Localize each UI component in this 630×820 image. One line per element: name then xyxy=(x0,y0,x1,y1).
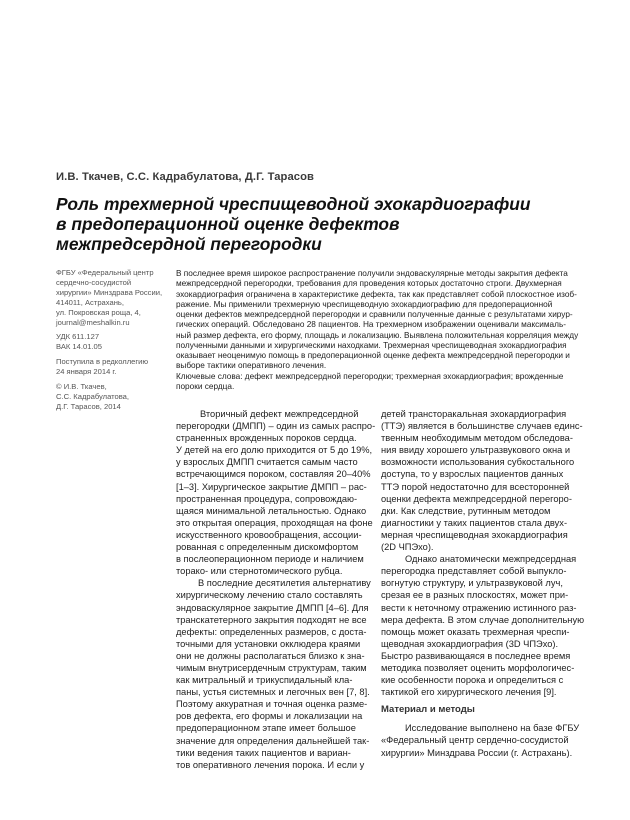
section-heading: Материал и методы xyxy=(381,704,475,716)
abstract-line: гических операций. Обследовано 28 пациентов. На трехмерном изображении оценивали максималь- xyxy=(176,320,567,330)
body-line: Поэтому аккуратная и точная оценка разме- xyxy=(176,699,368,710)
body-line: страненных врожденных пороков сердца. xyxy=(176,433,357,444)
classification-codes xyxy=(56,332,164,352)
abstract xyxy=(176,269,586,392)
received-line: Поступила в редколлегию xyxy=(56,357,149,367)
body-line: доступа, то у взрослых пациентов данных xyxy=(381,469,564,480)
body-line: перегородки (ДМПП) – один из самых распро- xyxy=(176,421,376,432)
body-line: это открытая операция, проходящая на фоне xyxy=(176,517,373,528)
abstract-line: ражение. Мы применили трехмерную чреспищеводную эхокардиографию для предоперационной xyxy=(176,299,553,309)
body-line: тактикой его хирургического лечения [9]. xyxy=(381,687,557,698)
keywords-line: Ключевые слова: дефект межпредсердной перегородки; трехмерная эхокардиография; врожденные xyxy=(176,371,564,381)
affiliation-line: сердечно-сосудистой xyxy=(56,277,132,287)
title-line: межпредсердной перегородки xyxy=(56,234,322,254)
body-line: эндоваскулярное закрытие ДМПП [4–6]. Для xyxy=(176,602,369,613)
body-line: как митральный и трикуспидальный кла- xyxy=(176,675,353,686)
body-line: детей трансторакальная эхокардиография xyxy=(381,409,567,419)
body-line: кие особенности порока и определиться с xyxy=(381,675,564,686)
received-date xyxy=(56,357,164,377)
title-line: в предоперационной оценке дефектов xyxy=(56,214,400,234)
body-line: значение для определения дальнейшей так- xyxy=(176,735,370,746)
abstract-line: ный размер дефекта, его форму, площадь и локализацию. Выявлена положительная корреляция между xyxy=(176,330,579,340)
abstract-line: межпредсердной перегородки, требования для проведения которых достаточно строги. Двухмерная xyxy=(176,279,562,289)
body-line: точными для установки окклюдера краями xyxy=(176,638,361,649)
article-sidebar xyxy=(56,268,164,412)
body-line: тики ведения таких пациентов и вариан- xyxy=(176,747,351,758)
affiliation xyxy=(56,268,164,327)
affiliation-line: хирургии» Минздрава России, xyxy=(56,287,163,297)
vak-code: ВАК 14.01.05 xyxy=(56,342,102,352)
abstract-line: выборе тактики оперативного лечения. xyxy=(176,361,327,371)
body-line: встречающимся пороком, составляя 20–40% xyxy=(176,469,371,480)
copyright-line: С.С. Кадрабулатова, xyxy=(56,391,130,401)
body-line: оценки дефекта межпредсердной перегоро- xyxy=(381,493,572,504)
abstract-line: оценки дефектов межпредсердной перегородки и сравнили полученные данные с результатами хирур- xyxy=(176,310,573,319)
body-line: искусственного кровообращения, ассоции- xyxy=(176,529,362,540)
title-line: Роль трехмерной чреспищеводной эхокардиографии xyxy=(56,194,531,214)
abstract-line: полученными данными и хирургическими находками. Трехмерная чреспищеводная эхокардиография xyxy=(176,340,567,350)
body-line: срезая ее в разных плоскостях, может при- xyxy=(381,590,569,601)
body-line: паны, устья системных и легочных вен [7, 8]. xyxy=(176,687,370,698)
body-line: вести к неточному отражению истинного раз- xyxy=(381,602,577,613)
received-line: 24 января 2014 г. xyxy=(56,367,117,377)
body-line: торако- или стернотомического рубца. xyxy=(176,566,343,577)
body-line: хирургии» Минздрава России (г. Астрахань). xyxy=(381,747,573,758)
body-line: чимым внутрисердечным структурам, таким xyxy=(176,662,367,673)
body-line: [1–3]. Хирургическое закрытие ДМПП – рас- xyxy=(176,481,367,492)
affiliation-line: 414011, Астрахань, xyxy=(56,297,124,307)
abstract-line: эхокардиография ограничена в характеристике дефекта, так как представляет собой плоскостное изоб- xyxy=(176,289,577,299)
authors: И.В. Ткачев, С.С. Кадрабулатова, Д.Г. Тарасов xyxy=(56,171,315,183)
body-line: рованная с определенным дискомфортом xyxy=(176,542,359,553)
body-line: мера дефекта. В этом случае дополнительную xyxy=(381,614,585,625)
body-line: В последние десятилетия альтернативу xyxy=(198,578,371,589)
article-title xyxy=(56,194,596,254)
copyright-line: © И.В. Ткачев, xyxy=(56,382,107,392)
body-line: перегородка представляет собой выпукло- xyxy=(381,566,567,577)
body-line: Быстро развивающаяся в последнее время xyxy=(381,650,571,661)
body-line: они не должны располагаться близко к зна- xyxy=(176,650,365,661)
body-line: У детей на его долю приходится от 5 до 19%, xyxy=(176,445,373,456)
body-line: транскатетерного закрытия подходят не все xyxy=(176,614,367,625)
body-line: вогнутую структуру, и ультразвуковой луч, xyxy=(381,578,563,589)
copyright xyxy=(56,382,164,412)
body-line: дки. Как следствие, рутинным методом xyxy=(381,505,551,516)
body-line: пространенная процедура, сопровождаю- xyxy=(176,493,358,504)
udk-code: УДК 611.127 xyxy=(56,332,100,342)
body-line: «Федеральный центр сердечно-сосудистой xyxy=(381,735,569,746)
abstract-line: оказывает неоценимую помощь в предоперационной оценке дефекта межпредсердной перегородки и xyxy=(176,351,570,360)
body-line: (2D ЧПЭхо). xyxy=(381,542,434,553)
affiliation-email: journal@meshalkin.ru xyxy=(56,317,130,327)
body-line: методика позволяет оценить морфологичес- xyxy=(381,662,575,673)
body-column-left xyxy=(176,408,381,771)
body-line: Однако анатомически межпредсердная xyxy=(405,554,577,565)
body-line: диагностики у таких пациентов стала двух- xyxy=(381,517,568,528)
body-line: тов оперативного лечения порока. И если у xyxy=(176,759,365,770)
body-line: хирургическому лечению стало составлять xyxy=(176,590,363,601)
copyright-line: Д.Г. Тарасов, 2014 xyxy=(56,401,121,411)
body-line: ров дефекта, его формы и локализации на xyxy=(176,711,363,722)
keywords-line: пороки сердца. xyxy=(176,381,235,391)
body-line: у взрослых ДМПП считается самым часто xyxy=(176,457,358,468)
body-line: Вторичный дефект межпредсердной xyxy=(200,409,359,419)
body-line: (ТТЭ) является в большинстве случаев единс- xyxy=(381,421,583,432)
body-line: дефекты: определенных размеров, с доста- xyxy=(176,626,367,637)
body-line: в послеоперационном периоде и наличием xyxy=(176,554,364,565)
body-column-right xyxy=(381,408,586,759)
body-line: щаяся минимальной летальностью. Однако xyxy=(176,505,367,516)
body-line: ТТЭ порой недостаточно для всесторонней xyxy=(381,481,570,492)
body-line: ния ввиду хорошего ультразвукового окна и xyxy=(381,445,571,456)
affiliation-line: ул. Покровская роща, 4, xyxy=(56,307,141,317)
abstract-line: В последнее время широкое распространение получили эндоваскулярные методы закрытия дефекта xyxy=(176,269,568,278)
body-line: щеводная эхокардиография (3D ЧПЭхо). xyxy=(381,638,559,649)
body-line: возможности использования субкостального xyxy=(381,457,575,468)
body-line: предоперационном этапе имеет большое xyxy=(176,723,356,734)
body-line: мерная чреспищеводная эхокардиография xyxy=(381,529,568,540)
body-line: помощь может оказать трехмерная чреспи- xyxy=(381,626,570,637)
body-line: Исследование выполнено на базе ФГБУ xyxy=(405,723,580,734)
body-line: твенным необходимым методом обследова- xyxy=(381,433,573,444)
affiliation-line: ФГБУ «Федеральный центр xyxy=(56,268,154,277)
